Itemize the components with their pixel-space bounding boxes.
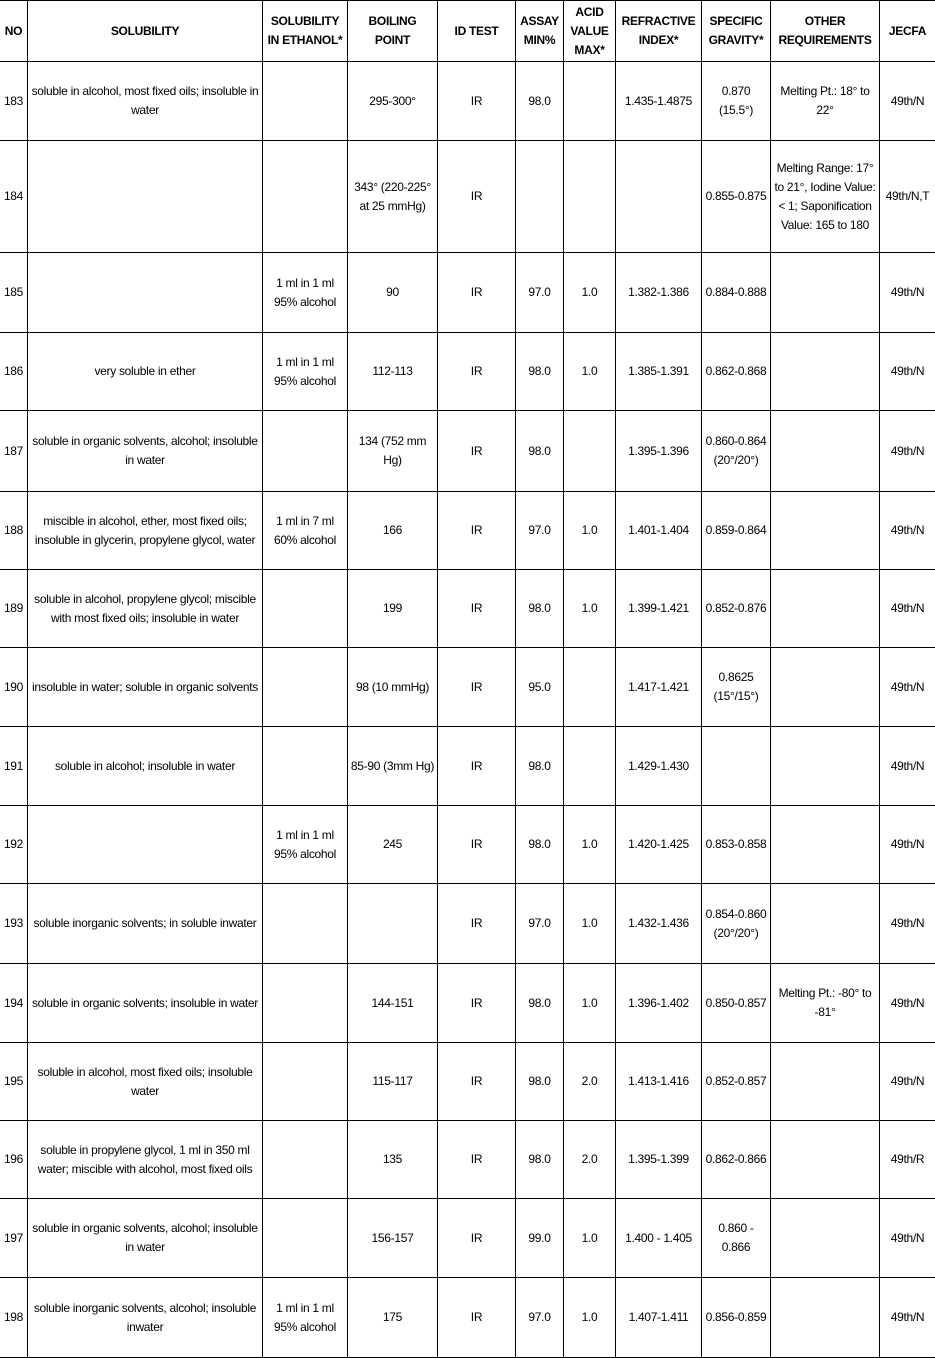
header-solubility-ethanol: SOLUBILITY IN ETHANOL* xyxy=(263,1,348,62)
cell-assay: 98.0 xyxy=(516,806,564,884)
cell-assay: 98.0 xyxy=(516,333,564,411)
cell-no: 198 xyxy=(0,1278,28,1358)
cell-refractive-index: 1.382-1.386 xyxy=(616,253,702,333)
cell-no: 186 xyxy=(0,333,28,411)
cell-id-test: IR xyxy=(438,492,516,570)
cell-solubility-ethanol xyxy=(263,727,348,806)
table-row xyxy=(0,1278,935,1358)
cell-no: 197 xyxy=(0,1199,28,1278)
cell-solubility: soluble in alcohol, propylene glycol; miscible with most fixed oils; insoluble in water xyxy=(28,570,263,648)
cell-jecfa: 49th/N xyxy=(880,253,935,333)
cell-refractive-index xyxy=(616,141,702,253)
cell-assay: 98.0 xyxy=(516,964,564,1043)
cell-solubility: soluble in organic solvents, alcohol; insoluble in water xyxy=(28,1199,263,1278)
table-row xyxy=(0,570,935,648)
table-row xyxy=(0,727,935,806)
cell-solubility: soluble in alcohol; insoluble in water xyxy=(28,727,263,806)
cell-solubility: soluble in alcohol, most fixed oils; insoluble water xyxy=(28,1043,263,1121)
cell-jecfa: 49th/N xyxy=(880,964,935,1043)
cell-solubility xyxy=(28,806,263,884)
cell-jecfa: 49th/N xyxy=(880,727,935,806)
cell-solubility-ethanol: 1 ml in 1 ml 95% alcohol xyxy=(263,806,348,884)
cell-assay: 98.0 xyxy=(516,1043,564,1121)
cell-id-test: IR xyxy=(438,570,516,648)
cell-no: 191 xyxy=(0,727,28,806)
cell-other-requirements xyxy=(771,1121,880,1199)
cell-jecfa: 49th/N xyxy=(880,648,935,727)
cell-assay: 95.0 xyxy=(516,648,564,727)
cell-id-test: IR xyxy=(438,1278,516,1358)
cell-specific-gravity: 0.859-0.864 xyxy=(702,492,771,570)
cell-id-test: IR xyxy=(438,806,516,884)
cell-id-test: IR xyxy=(438,964,516,1043)
cell-solubility-ethanol xyxy=(263,570,348,648)
cell-id-test: IR xyxy=(438,253,516,333)
cell-specific-gravity: 0.850-0.857 xyxy=(702,964,771,1043)
cell-specific-gravity: 0.862-0.868 xyxy=(702,333,771,411)
cell-refractive-index: 1.395-1.399 xyxy=(616,1121,702,1199)
cell-solubility: soluble in propylene glycol, 1 ml in 350 ml water; miscible with alcohol, most fixed oils xyxy=(28,1121,263,1199)
cell-no: 190 xyxy=(0,648,28,727)
cell-refractive-index: 1.401-1.404 xyxy=(616,492,702,570)
cell-solubility xyxy=(28,141,263,253)
table-row xyxy=(0,333,935,411)
cell-boiling-point: 135 xyxy=(348,1121,438,1199)
cell-jecfa: 49th/N xyxy=(880,333,935,411)
cell-solubility xyxy=(28,253,263,333)
cell-boiling-point: 166 xyxy=(348,492,438,570)
header-acid-value: ACID VALUE MAX* xyxy=(564,1,616,62)
cell-boiling-point: 156-157 xyxy=(348,1199,438,1278)
cell-refractive-index: 1.417-1.421 xyxy=(616,648,702,727)
cell-refractive-index: 1.400 - 1.405 xyxy=(616,1199,702,1278)
cell-solubility-ethanol xyxy=(263,411,348,492)
cell-id-test: IR xyxy=(438,1043,516,1121)
cell-other-requirements xyxy=(771,411,880,492)
cell-other-requirements: Melting Pt.: -80° to -81° xyxy=(771,964,880,1043)
header-refractive-index: REFRACTIVE INDEX* xyxy=(616,1,702,62)
cell-no: 196 xyxy=(0,1121,28,1199)
cell-solubility-ethanol xyxy=(263,1043,348,1121)
cell-jecfa: 49th/N xyxy=(880,492,935,570)
cell-no: 192 xyxy=(0,806,28,884)
cell-jecfa: 49th/N xyxy=(880,62,935,141)
cell-no: 184 xyxy=(0,141,28,253)
cell-specific-gravity: 0.852-0.876 xyxy=(702,570,771,648)
cell-no: 195 xyxy=(0,1043,28,1121)
cell-solubility: soluble inorganic solvents; in soluble inwater xyxy=(28,884,263,964)
cell-jecfa: 49th/N xyxy=(880,1043,935,1121)
cell-assay: 99.0 xyxy=(516,1199,564,1278)
cell-id-test: IR xyxy=(438,648,516,727)
cell-acid-value: 2.0 xyxy=(564,1043,616,1121)
header-specific-gravity: SPECIFIC GRAVITY* xyxy=(702,1,771,62)
cell-acid-value: 1.0 xyxy=(564,333,616,411)
cell-specific-gravity: 0.862-0.866 xyxy=(702,1121,771,1199)
cell-refractive-index: 1.432-1.436 xyxy=(616,884,702,964)
cell-solubility: very soluble in ether xyxy=(28,333,263,411)
cell-assay: 97.0 xyxy=(516,884,564,964)
cell-acid-value: 1.0 xyxy=(564,253,616,333)
cell-solubility-ethanol: 1 ml in 1 ml 95% alcohol xyxy=(263,1278,348,1358)
cell-refractive-index: 1.413-1.416 xyxy=(616,1043,702,1121)
cell-assay: 97.0 xyxy=(516,1278,564,1358)
cell-boiling-point: 343° (220-225° at 25 mmHg) xyxy=(348,141,438,253)
header-jecfa: JECFA xyxy=(880,1,935,62)
table-header xyxy=(0,1,935,62)
cell-other-requirements xyxy=(771,1043,880,1121)
cell-solubility: soluble in organic solvents, alcohol; insoluble in water xyxy=(28,411,263,492)
cell-other-requirements xyxy=(771,727,880,806)
cell-no: 194 xyxy=(0,964,28,1043)
cell-specific-gravity: 0.860-0.864 (20°/20°) xyxy=(702,411,771,492)
header-solubility: SOLUBILITY xyxy=(28,1,263,62)
cell-boiling-point: 85-90 (3mm Hg) xyxy=(348,727,438,806)
cell-acid-value xyxy=(564,727,616,806)
cell-no: 183 xyxy=(0,62,28,141)
cell-no: 187 xyxy=(0,411,28,492)
cell-jecfa: 49th/N xyxy=(880,411,935,492)
cell-jecfa: 49th/N,T xyxy=(880,141,935,253)
cell-jecfa: 49th/N xyxy=(880,1199,935,1278)
cell-boiling-point: 175 xyxy=(348,1278,438,1358)
cell-boiling-point: 115-117 xyxy=(348,1043,438,1121)
cell-boiling-point xyxy=(348,884,438,964)
cell-id-test: IR xyxy=(438,884,516,964)
cell-solubility-ethanol: 1 ml in 1 ml 95% alcohol xyxy=(263,253,348,333)
cell-id-test: IR xyxy=(438,141,516,253)
cell-assay: 98.0 xyxy=(516,62,564,141)
table-row xyxy=(0,648,935,727)
cell-acid-value: 1.0 xyxy=(564,570,616,648)
cell-other-requirements xyxy=(771,253,880,333)
table-row xyxy=(0,141,935,253)
cell-acid-value: 1.0 xyxy=(564,1199,616,1278)
cell-other-requirements: Melting Range: 17° to 21°, Iodine Value: < 1; Saponification Value: 165 to 180 xyxy=(771,141,880,253)
cell-refractive-index: 1.429-1.430 xyxy=(616,727,702,806)
cell-boiling-point: 90 xyxy=(348,253,438,333)
cell-solubility: soluble in alcohol, most fixed oils; insoluble in water xyxy=(28,62,263,141)
cell-solubility-ethanol xyxy=(263,1121,348,1199)
cell-boiling-point: 144-151 xyxy=(348,964,438,1043)
cell-boiling-point: 245 xyxy=(348,806,438,884)
cell-no: 193 xyxy=(0,884,28,964)
cell-refractive-index: 1.396-1.402 xyxy=(616,964,702,1043)
cell-solubility-ethanol xyxy=(263,1199,348,1278)
cell-solubility-ethanol xyxy=(263,884,348,964)
table-row xyxy=(0,1199,935,1278)
cell-acid-value xyxy=(564,141,616,253)
cell-solubility: soluble inorganic solvents, alcohol; insoluble inwater xyxy=(28,1278,263,1358)
cell-acid-value: 1.0 xyxy=(564,806,616,884)
cell-jecfa: 49th/N xyxy=(880,884,935,964)
cell-solubility-ethanol xyxy=(263,964,348,1043)
header-no: NO xyxy=(0,1,28,62)
cell-refractive-index: 1.399-1.421 xyxy=(616,570,702,648)
cell-id-test: IR xyxy=(438,333,516,411)
cell-specific-gravity xyxy=(702,727,771,806)
cell-refractive-index: 1.435-1.4875 xyxy=(616,62,702,141)
cell-boiling-point: 112-113 xyxy=(348,333,438,411)
cell-assay xyxy=(516,141,564,253)
cell-specific-gravity: 0.853-0.858 xyxy=(702,806,771,884)
cell-other-requirements xyxy=(771,648,880,727)
cell-id-test: IR xyxy=(438,727,516,806)
table-row xyxy=(0,964,935,1043)
cell-acid-value xyxy=(564,411,616,492)
cell-jecfa: 49th/N xyxy=(880,1278,935,1358)
cell-refractive-index: 1.407-1.411 xyxy=(616,1278,702,1358)
table-row xyxy=(0,806,935,884)
table-row xyxy=(0,253,935,333)
header-id-test: ID TEST xyxy=(438,1,516,62)
cell-acid-value: 1.0 xyxy=(564,1278,616,1358)
cell-boiling-point: 98 (10 mmHg) xyxy=(348,648,438,727)
cell-acid-value xyxy=(564,648,616,727)
cell-other-requirements xyxy=(771,884,880,964)
table-row xyxy=(0,1043,935,1121)
cell-solubility-ethanol: 1 ml in 1 ml 95% alcohol xyxy=(263,333,348,411)
cell-acid-value: 1.0 xyxy=(564,964,616,1043)
cell-other-requirements xyxy=(771,806,880,884)
header-assay: ASSAY MIN% xyxy=(516,1,564,62)
cell-specific-gravity: 0.856-0.859 xyxy=(702,1278,771,1358)
table-row xyxy=(0,1121,935,1199)
cell-other-requirements xyxy=(771,1199,880,1278)
cell-boiling-point: 199 xyxy=(348,570,438,648)
cell-boiling-point: 295-300° xyxy=(348,62,438,141)
cell-other-requirements xyxy=(771,492,880,570)
cell-no: 185 xyxy=(0,253,28,333)
cell-solubility-ethanol xyxy=(263,141,348,253)
cell-id-test: IR xyxy=(438,62,516,141)
cell-specific-gravity: 0.860 - 0.866 xyxy=(702,1199,771,1278)
cell-specific-gravity: 0.884-0.888 xyxy=(702,253,771,333)
cell-solubility: miscible in alcohol, ether, most fixed oils; insoluble in glycerin, propylene glycol, water xyxy=(28,492,263,570)
cell-solubility-ethanol xyxy=(263,648,348,727)
cell-specific-gravity: 0.870 (15.5°) xyxy=(702,62,771,141)
cell-other-requirements: Melting Pt.: 18° to 22° xyxy=(771,62,880,141)
cell-assay: 98.0 xyxy=(516,1121,564,1199)
table-row xyxy=(0,884,935,964)
cell-specific-gravity: 0.855-0.875 xyxy=(702,141,771,253)
cell-no: 188 xyxy=(0,492,28,570)
cell-solubility: insoluble in water; soluble in organic solvents xyxy=(28,648,263,727)
cell-specific-gravity: 0.854-0.860 (20°/20°) xyxy=(702,884,771,964)
cell-id-test: IR xyxy=(438,411,516,492)
cell-solubility: soluble in organic solvents; insoluble in water xyxy=(28,964,263,1043)
cell-other-requirements xyxy=(771,570,880,648)
cell-other-requirements xyxy=(771,1278,880,1358)
cell-acid-value: 1.0 xyxy=(564,884,616,964)
table-row xyxy=(0,411,935,492)
cell-acid-value: 2.0 xyxy=(564,1121,616,1199)
table-row xyxy=(0,62,935,141)
header-other-requirements: OTHER REQUIREMENTS xyxy=(771,1,880,62)
cell-other-requirements xyxy=(771,333,880,411)
cell-assay: 98.0 xyxy=(516,727,564,806)
cell-boiling-point: 134 (752 mm Hg) xyxy=(348,411,438,492)
cell-refractive-index: 1.420-1.425 xyxy=(616,806,702,884)
header-boiling-point: BOILING POINT xyxy=(348,1,438,62)
cell-refractive-index: 1.385-1.391 xyxy=(616,333,702,411)
cell-refractive-index: 1.395-1.396 xyxy=(616,411,702,492)
cell-jecfa: 49th/N xyxy=(880,806,935,884)
cell-no: 189 xyxy=(0,570,28,648)
cell-assay: 98.0 xyxy=(516,411,564,492)
table-body xyxy=(0,62,935,1358)
cell-assay: 98.0 xyxy=(516,570,564,648)
cell-acid-value xyxy=(564,62,616,141)
cell-acid-value: 1.0 xyxy=(564,492,616,570)
cell-specific-gravity: 0.852-0.857 xyxy=(702,1043,771,1121)
cell-id-test: IR xyxy=(438,1121,516,1199)
cell-assay: 97.0 xyxy=(516,492,564,570)
cell-solubility-ethanol: 1 ml in 7 ml 60% alcohol xyxy=(263,492,348,570)
cell-jecfa: 49th/R xyxy=(880,1121,935,1199)
table-row xyxy=(0,492,935,570)
cell-assay: 97.0 xyxy=(516,253,564,333)
cell-specific-gravity: 0.8625 (15°/15°) xyxy=(702,648,771,727)
cell-id-test: IR xyxy=(438,1199,516,1278)
cell-jecfa: 49th/N xyxy=(880,570,935,648)
cell-solubility-ethanol xyxy=(263,62,348,141)
